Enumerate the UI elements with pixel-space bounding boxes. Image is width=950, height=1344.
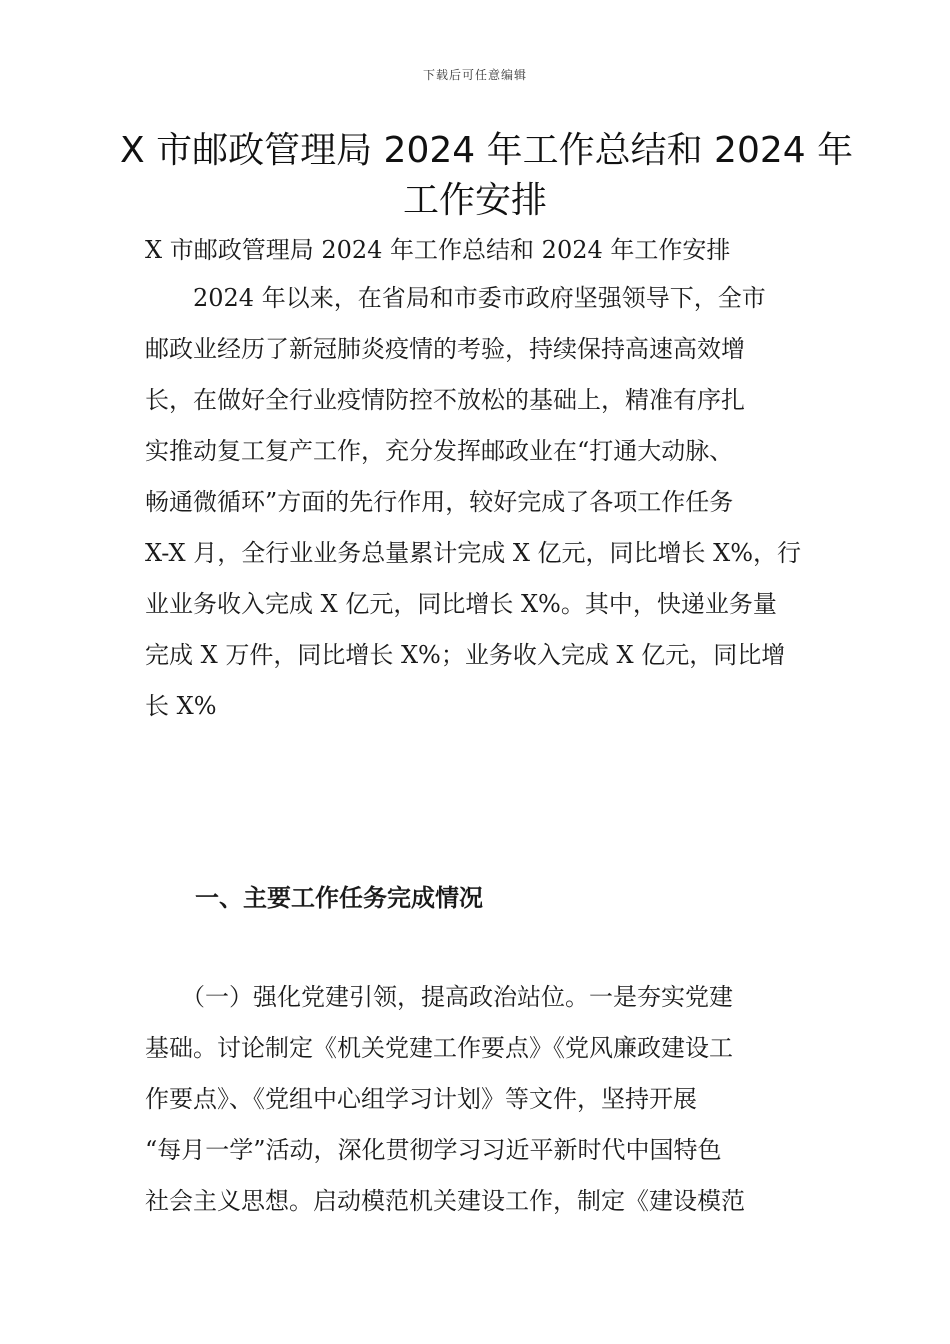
- subsection-line: 作要点》、《党组中心组学习计划》等文件，坚持开展: [145, 1085, 697, 1113]
- subsection-line: 基础。讨论制定《机关党建工作要点》《党风廉政建设工: [145, 1034, 733, 1062]
- intro-line: 长 X%: [145, 692, 217, 720]
- document-title: [120, 126, 854, 226]
- subsection-line: “每月一学”活动，深化贯彻学习习近平新时代中国特色: [145, 1136, 722, 1164]
- subsection-1-paragraph: [145, 972, 807, 1227]
- intro-line: 长，在做好全行业疫情防控不放松的基础上，精准有序扎: [145, 386, 745, 414]
- section-heading-1: 一、主要工作任务完成情况: [195, 883, 483, 912]
- intro-line: 实推动复工复产工作，充分发挥邮政业在“打通大动脉、: [145, 437, 734, 465]
- intro-line: 完成 X 万件，同比增长 X%；业务收入完成 X 亿元，同比增: [145, 641, 786, 669]
- intro-line: 邮政业经历了新冠肺炎疫情的考验，持续保持高速高效增: [145, 335, 745, 363]
- document-subtitle: X 市邮政管理局 2024 年工作总结和 2024 年工作安排: [145, 236, 731, 264]
- document-title-line-2: 工作安排: [402, 180, 547, 221]
- page-header-note: 下载后可任意编辑: [422, 68, 527, 82]
- intro-line: 业业务收入完成 X 亿元，同比增长 X%。其中，快递业务量: [145, 590, 777, 618]
- subsection-line: （一）强化党建引领，提高政治站位。一是夯实党建: [145, 983, 733, 1011]
- intro-line: X-X 月，全行业业务总量累计完成 X 亿元，同比增长 X%，行: [145, 539, 802, 567]
- intro-paragraph: [145, 273, 807, 732]
- intro-line: 2024 年以来，在省局和市委市政府坚强领导下，全市: [145, 284, 766, 312]
- document-title-line-1: X 市邮政管理局 2024 年工作总结和 2024 年: [120, 130, 854, 171]
- intro-line: 畅通微循环”方面的先行作用，较好完成了各项工作任务: [145, 488, 734, 516]
- subsection-line: 社会主义思想。启动模范机关建设工作，制定《建设模范: [145, 1187, 745, 1215]
